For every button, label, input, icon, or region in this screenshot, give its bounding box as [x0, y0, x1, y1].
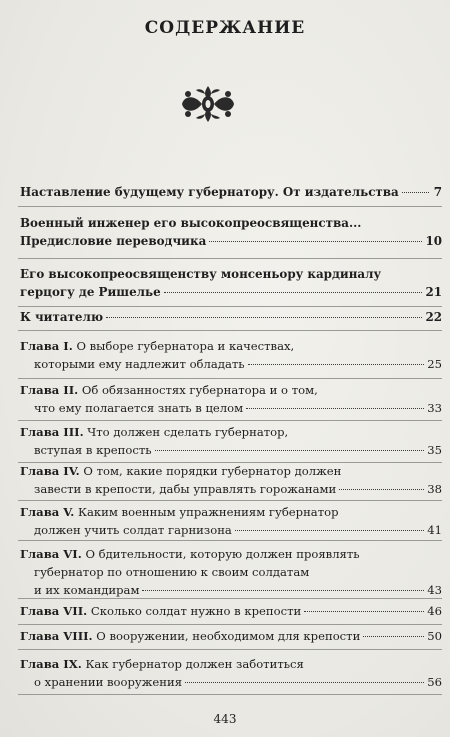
page-ref: 41: [427, 523, 442, 537]
entry-text: губернатор по отношению к своим солдатам: [34, 565, 310, 579]
entry-text: о хранении вооружения: [34, 675, 183, 689]
entry-text: Сколько солдат нужно в крепости: [90, 604, 302, 618]
page-ref: 50: [427, 629, 442, 643]
entry-text: К читателю: [20, 310, 104, 324]
entry-text: О том, какие порядки губернатор должен: [83, 464, 342, 478]
toc-entry-front[interactable]: [20, 308, 442, 326]
page-ref: 21: [425, 285, 442, 299]
chapter-label: Глава VIII.: [20, 629, 93, 643]
entry-text: завести в крепости, дабы управлять горожанами: [34, 482, 337, 496]
divider: [18, 540, 442, 541]
toc-entry-chapter[interactable]: [20, 381, 442, 417]
toc-entry-front[interactable]: [20, 214, 442, 250]
entry-text: герцогу де Ришелье: [20, 285, 161, 299]
divider: [18, 378, 442, 379]
page-title: СОДЕРЖАНИЕ: [144, 18, 306, 38]
chapter-label: Глава IV.: [20, 464, 80, 478]
entry-text: О вооружении, необходимом для крепости: [96, 629, 361, 643]
chapter-label: Глава II.: [20, 383, 79, 397]
toc-entry-chapter[interactable]: [20, 462, 442, 498]
leader-dots: [246, 408, 424, 409]
leader-dots: [304, 611, 424, 612]
page-number: 443: [213, 712, 237, 726]
chapter-label: Глава V.: [20, 505, 75, 519]
toc-entry-chapter[interactable]: [20, 655, 442, 691]
chapter-label: Глава I.: [20, 339, 73, 353]
entry-text: Его высокопреосвященству монсеньору кардиналу: [20, 267, 382, 281]
divider: [18, 306, 442, 307]
leader-dots: [142, 590, 424, 591]
toc-entry-chapter[interactable]: [20, 627, 442, 645]
page-ref: 38: [427, 482, 442, 496]
page-ref: 7: [433, 185, 442, 199]
entry-text: которыми ему надлежит обладать: [34, 357, 245, 371]
entry-text: Как губернатор должен заботиться: [85, 657, 304, 671]
entry-text: Что должен сделать губернатор,: [87, 425, 289, 439]
fleuron-ornament-icon: [178, 80, 238, 128]
entry-text: Военный инженер его высокопреосвященства...: [20, 216, 362, 230]
divider: [18, 500, 442, 501]
entry-text: О бдительности, которую должен проявлять: [85, 547, 360, 561]
chapter-label: Глава III.: [20, 425, 84, 439]
chapter-label: Глава IX.: [20, 657, 82, 671]
entry-text: и их командирам: [34, 583, 140, 597]
toc-entry-chapter[interactable]: [20, 545, 442, 599]
divider: [18, 420, 442, 421]
toc-entry-chapter[interactable]: [20, 503, 442, 539]
entry-text: О выборе губернатора и качествах,: [76, 339, 295, 353]
leader-dots: [339, 489, 424, 490]
divider: [18, 258, 442, 259]
leader-dots: [106, 317, 422, 318]
leader-dots: [185, 682, 424, 683]
page-ref: 10: [425, 234, 442, 248]
entry-text: Наставление будущему губернатору. От издательства: [20, 185, 399, 199]
toc-entry-front[interactable]: [20, 265, 442, 301]
page-ref: 33: [427, 401, 442, 415]
page-ref: 22: [425, 310, 442, 324]
leader-dots: [402, 192, 429, 193]
page-ref: 56: [427, 675, 442, 689]
divider: [18, 649, 442, 650]
leader-dots: [363, 636, 424, 637]
entry-text: Об обязанностях губернатора и о том,: [81, 383, 318, 397]
toc-entry-chapter[interactable]: [20, 602, 442, 620]
entry-text: Каким военным упражнениям губернатор: [78, 505, 339, 519]
divider: [18, 206, 442, 207]
leader-dots: [209, 241, 422, 242]
entry-text: что ему полагается знать в целом: [34, 401, 244, 415]
chapter-label: Глава VI.: [20, 547, 82, 561]
divider: [18, 330, 442, 331]
page-ref: 46: [427, 604, 442, 618]
toc-entry-chapter[interactable]: [20, 423, 442, 459]
entry-text: вступая в крепость: [34, 443, 152, 457]
page-ref: 43: [427, 583, 442, 597]
divider: [18, 598, 442, 599]
toc-entry-chapter[interactable]: [20, 337, 442, 373]
entry-text: должен учить солдат гарнизона: [34, 523, 232, 537]
leader-dots: [235, 530, 424, 531]
chapter-label: Глава VII.: [20, 604, 88, 618]
page-ref: 25: [427, 357, 442, 371]
leader-dots: [164, 292, 423, 293]
divider: [18, 624, 442, 625]
divider: [18, 694, 442, 695]
page-ref: 35: [427, 443, 442, 457]
leader-dots: [155, 450, 425, 451]
entry-text: Предисловие переводчика: [20, 234, 207, 248]
leader-dots: [248, 364, 425, 365]
toc-entry-front[interactable]: [20, 183, 442, 201]
